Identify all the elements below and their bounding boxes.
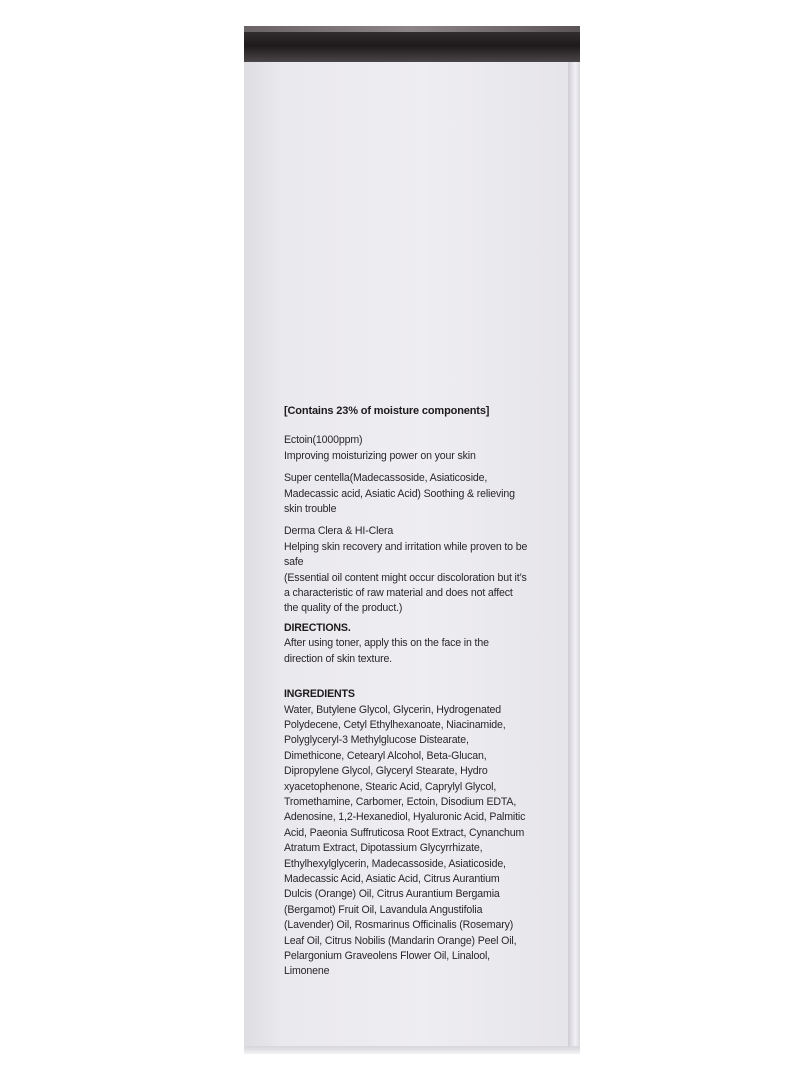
directions-heading: DIRECTIONS. [284,621,351,634]
feature-super-centella [284,471,529,517]
feature-ectoin [284,433,529,464]
feature-derma-clera [284,524,529,570]
printed-label [284,404,529,980]
feature-title: Derma Clera & HI-Clera [284,525,394,538]
feature-body: Improving moisturizing power on your skin [284,449,476,462]
ingredients-list: Water, Butylene Glycol, Glycerin, Hydrogenated Polydecene, Cetyl Ethylhexanoate, Niacinamide, Polyglyceryl-3 Methylglucose Distearate, Dimethicone, Cetearyl Alcohol, Beta-Glucan, Dipropylene Glycol, Glyceryl Stearate, Hydro xyacetophenone, Stearic Acid, Caprylyl Glycol, Tromethamine, Carbomer, Ectoin, Disodium EDTA, Adenosine, 1,2-Hexanediol, Hyaluronic Acid, Palmitic Acid, Paeonia Suffruticosa Root Extract, Cynanchum Atratum Extract, Dipotassium Glycyrrhizate, Ethylhexylglycerin, Madecassoside, Asiaticoside, Madecassic Acid, Asiatic Acid, Citrus Aurantium Dulcis (Orange) Oil, Citrus Aurantium Bergamia (Bergamot) Fruit Oil, Lavandula Angustifolia (Lavender) Oil, Rosmarinus Officinalis (Rosemary) Leaf Oil, Citrus Nobilis (Mandarin Orange) Peel Oil, Pelargonium Graveolens Flower Oil, Linalool, Limonene [284,703,526,978]
feature-title: Ectoin(1000ppm) [284,434,363,447]
directions-body: After using toner, apply this on the face in the direction of skin texture. [284,637,489,665]
box-bottom-edge [244,1046,580,1054]
moisture-heading: [Contains 23% of moisture components] [284,405,490,417]
discoloration-note: (Essential oil content might occur discoloration but it’s a characteristic of raw material and does not affect the quality of the product.) [284,571,527,615]
box-top-highlight [244,26,580,32]
ingredients-heading: INGREDIENTS [284,688,355,701]
box-right-edge [568,62,580,1048]
feature-body: Helping skin recovery and irritation while proven to be safe [284,540,528,569]
feature-title: Super centella(Madecassoside, Asiaticoside, Madecassic acid, Asiatic Acid) Soothing & relieving skin trouble [284,472,515,516]
